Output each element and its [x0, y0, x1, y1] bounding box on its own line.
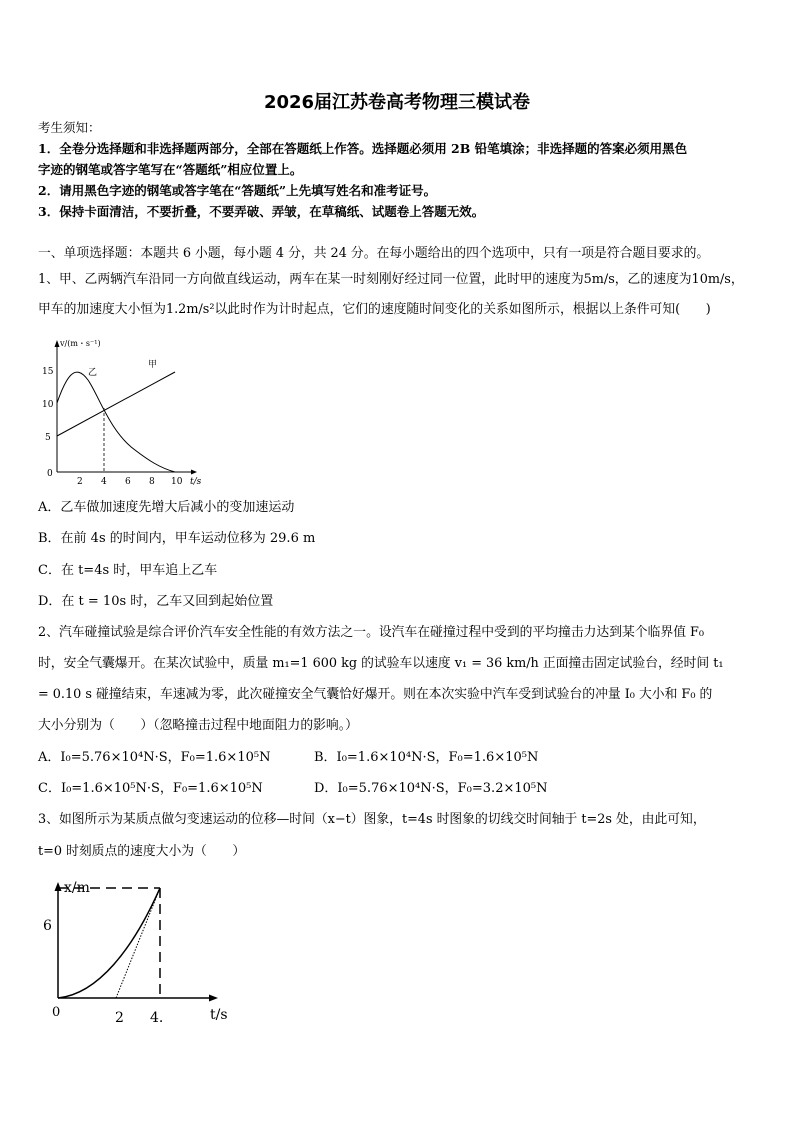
q1-option-c: C．在 t=4s 时，甲车追上乙车	[38, 563, 218, 578]
q2-line2: 时，安全气囊爆开。在某次试验中，质量 m₁=1 600 kg 的试验车以速度 v₁ = 36 km/h 正面撞击固定试验台，经时间 t₁	[38, 656, 724, 671]
q1-ytick-10: 10	[42, 400, 54, 410]
q1-x-arrow-icon	[191, 470, 197, 475]
q2-option-b: B．I₀=1.6×10⁴N·S，F₀=1.6×10⁵N	[314, 750, 539, 765]
notice-item-3: 3．保持卡面清洁，不要折叠，不要弄破、弄皱，在草稿纸、试题卷上答题无效。	[38, 204, 485, 219]
notice-item-1a: 1．全卷分选择题和非选择题两部分，全部在答题纸上作答。选择题必须用 2B 铅笔填涂；非选择题的答案必须用黑色	[38, 141, 688, 156]
q1-curve-yi	[57, 372, 175, 472]
q2-option-d: D．I₀=5.76×10⁴N·S，F₀=3.2×10⁵N	[314, 781, 548, 796]
q1-option-a: A．乙车做加速度先增大后减小的变加速运动	[38, 500, 295, 515]
q3-tangent-line	[116, 888, 160, 998]
q1-line-jia	[57, 372, 175, 436]
q2-line1: 2、汽车碰撞试验是综合评价汽车安全性能的有效方法之一。设汽车在碰撞过程中受到的平均撞击力达到某个临界值 F₀	[38, 625, 705, 640]
notice-item-1b: 字迹的钢笔或答字笔写在“答题纸”相应位置上。	[38, 162, 303, 177]
q1-line1: 1、甲、乙两辆汽车沿同一方向做直线运动，两车在某一时刻刚好经过同一位置，此时甲的速度为5m/s，乙的速度为10m/s，	[38, 272, 744, 287]
q3-line2: t=0 时刻质点的速度大小为（ ）	[38, 844, 246, 859]
notice-heading: 考生须知：	[38, 120, 101, 135]
q1-y-arrow-icon	[55, 340, 60, 347]
q1-ytick-15: 15	[42, 367, 54, 377]
q3-origin: 0	[52, 1005, 61, 1020]
q1-option-d: D．在 t = 10s 时，乙车又回到起始位置	[38, 594, 274, 609]
q3-line1: 3、如图所示为某质点做匀变速运动的位移—时间（x−t）图象，t=4s 时图象的切线交时间轴于 t=2s 处，由此可知，	[38, 812, 706, 827]
section-heading: 一、单项选择题：本题共 6 小题，每小题 4 分，共 24 分。在每小题给出的四个选项中，只有一项是符合题目要求的。	[38, 246, 710, 261]
q3-ytick-6: 6	[43, 918, 52, 934]
q1-xtick-10: 10	[171, 477, 183, 487]
q1-label-yi: 乙	[88, 368, 98, 378]
q1-label-jia: 甲	[148, 360, 158, 370]
q2-line4: 大小分别为（ ）（忽略撞击过程中地面阻力的影响。）	[38, 718, 358, 733]
q1-ytick-5: 5	[45, 433, 51, 443]
q3-xtick-2: 2	[115, 1010, 124, 1026]
q1-xtick-2: 2	[77, 477, 83, 487]
q3-xtick-4: 4.	[150, 1010, 164, 1026]
q1-option-b: B．在前 4s 的时间内，甲车运动位移为 29.6 m	[38, 531, 316, 546]
q2-line3: = 0.10 s 碰撞结束，车速减为零，此次碰撞安全气囊恰好爆开。则在本次实验中汽车受到试验台的冲量 I₀ 大小和 F₀ 的	[38, 687, 713, 702]
q1-xtick-6: 6	[125, 477, 131, 487]
notice-item-2: 2．请用黑色字迹的钢笔或答字笔在“答题纸”上先填写姓名和准考证号。	[38, 183, 437, 198]
q3-x-arrow-icon	[209, 995, 218, 1002]
q1-y-label: v/(m・s⁻¹)	[60, 339, 101, 348]
q3-y-label: x/m	[64, 880, 90, 896]
q1-x-label: t/s	[190, 477, 202, 487]
q1-xtick-4: 4	[101, 477, 107, 487]
q1-line2: 甲车的加速度大小恒为1.2m/s²以此时作为计时起点，它们的速度随时间变化的关系如图所示，根据以上条件可知( )	[38, 302, 711, 317]
q3-y-arrow-icon	[55, 882, 62, 891]
q2-option-a: A．I₀=5.76×10⁴N·S，F₀=1.6×10⁵N	[38, 750, 271, 765]
q3-position-graph	[38, 874, 248, 1024]
q2-option-c: C．I₀=1.6×10⁵N·S，F₀=1.6×10⁵N	[38, 781, 263, 796]
q3-curve	[58, 888, 160, 998]
q1-xtick-8: 8	[149, 477, 155, 487]
page-title: 2026届江苏卷高考物理三模试卷	[263, 92, 531, 113]
q3-x-label: t/s	[210, 1007, 228, 1023]
q1-velocity-graph	[40, 332, 200, 487]
q1-origin: 0	[47, 469, 53, 479]
